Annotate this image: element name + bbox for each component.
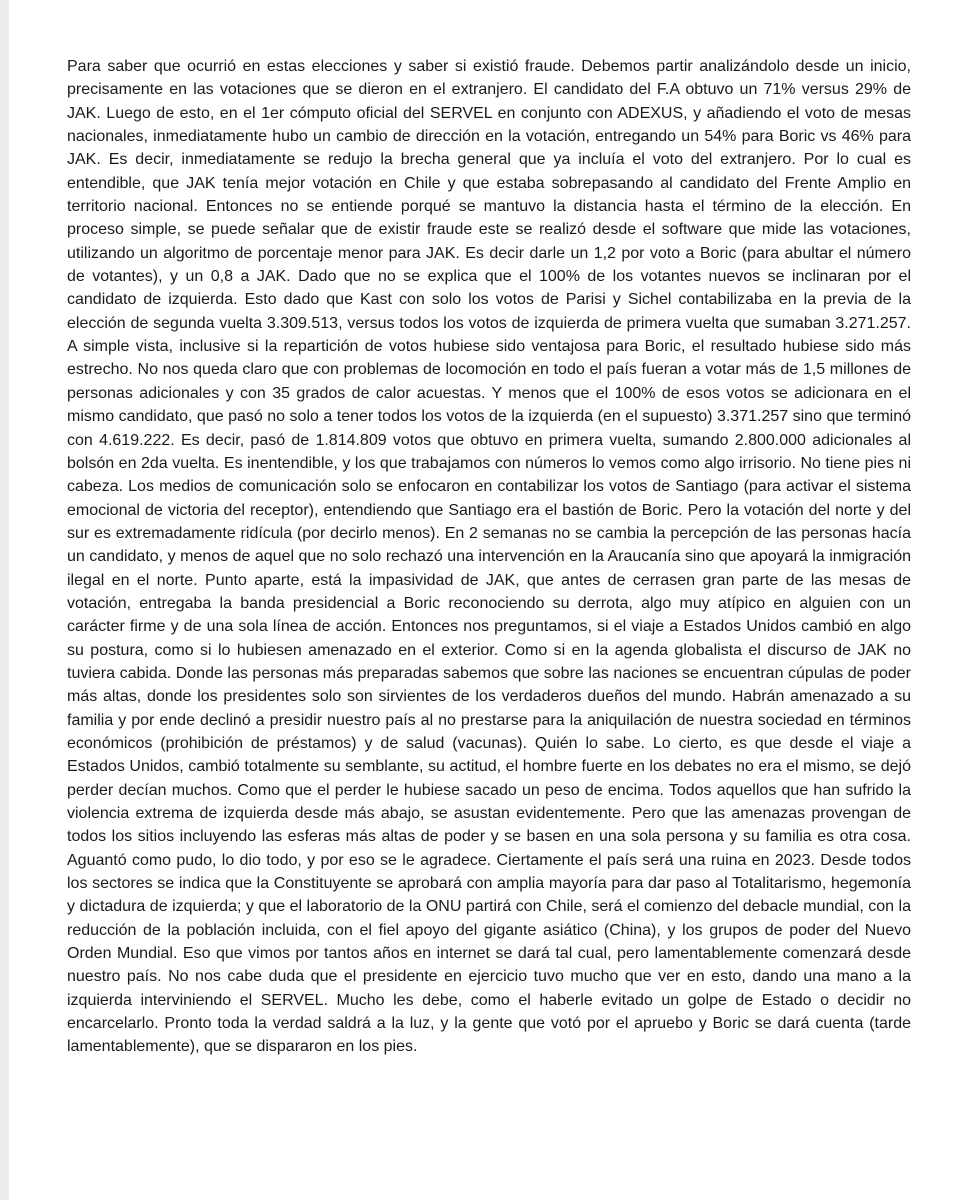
page-left-edge	[0, 0, 9, 1200]
body-paragraph: Para saber que ocurrió en estas elecciones y saber si existió fraude. Debemos partir analizándolo desde un inicio, precisamente en las votaciones que se dieron en el extranjero. El candidato del F.A obtuvo un 71% versus 29% de JAK. Luego de esto, en el 1er cómputo oficial del SERVEL en conjunto con ADEXUS, y añadiendo el voto de mesas nacionales, inmediatamente hubo un cambio de dirección en la votación, entregando un 54% para Boric vs 46% para JAK. Es decir, inmediatamente se redujo la brecha general que ya incluía el voto del extranjero. Por lo cual es entendible, que JAK tenía mejor votación en Chile y que estaba sobrepasando al candidato del Frente Amplio en territorio nacional. Entonces no se entiende porqué se mantuvo la distancia hasta el término de la elección. En proceso simple, se puede señalar que de existir fraude este se realizó desde el software que mide las votaciones, utilizando un algoritmo de porcentaje menor para JAK. Es decir darle un 1,2 por voto a Boric (para abultar el número de votantes), y un 0,8 a JAK. Dado que no se explica que el 100% de los votantes nuevos se inclinaran por el candidato de izquierda. Esto dado que Kast con solo los votos de Parisi y Sichel contabilizaba en la previa de la elección de segunda vuelta 3.309.513, versus todos los votos de izquierda de primera vuelta que sumaban 3.271.257. A simple vista, inclusive si la repartición de votos hubiese sido ventajosa para Boric, el resultado hubiese sido más estrecho. No nos queda claro que con problemas de locomoción en todo el país fueran a votar más de 1,5 millones de personas adicionales y con 35 grados de calor acuestas. Y menos que el 100% de esos votos se adicionara en el mismo candidato, que pasó no solo a tener todos los votos de la izquierda (en el supuesto) 3.371.257 sino que terminó con 4.619.222. Es decir, pasó de 1.814.809 votos que obtuvo en primera vuelta, sumando 2.800.000 adicionales al bolsón en 2da vuelta. Es inentendible, y los que trabajamos con números lo vemos como algo irrisorio. No tiene pies ni cabeza. Los medios de comunicación solo se enfocaron en contabilizar los votos de Santiago (para activar el sistema emocional de victoria del receptor), entendiendo que Santiago era el bastión de Boric. Pero la votación del norte y del sur es extremadamente ridícula (por decirlo menos). En 2 semanas no se cambia la percepción de las personas hacía un candidato, y menos de aquel que no solo rechazó una intervención en la Araucanía sino que apoyará la inmigración ilegal en el norte. Punto aparte, está la impasividad de JAK, que antes de cerrasen gran parte de las mesas de votación, entregaba la banda presidencial a Boric reconociendo su derrota, algo muy atípico en alguien con un carácter firme y de una sola línea de acción. Entonces nos preguntamos, si el viaje a Estados Unidos cambió en algo su postura, como si lo hubiesen amenazado en el exterior. Como si en la agenda globalista el discurso de JAK no tuviera cabida. Donde las personas más preparadas sabemos que sobre las naciones se encuentran cúpulas de poder más altas, donde los presidentes solo son sirvientes de los verdaderos dueños del mundo. Habrán amenazado a su familia y por ende declinó a presidir nuestro país al no prestarse para la aniquilación de nuestra sociedad en términos económicos (prohibición de préstamos) y de salud (vacunas). Quién lo sabe. Lo cierto, es que desde el viaje a Estados Unidos, cambió totalmente su semblante, su actitud, el hombre fuerte en los debates no era el mismo, se dejó perder decían muchos. Como que el perder le hubiese sacado un peso de encima. Todos aquellos que han sufrido la violencia extrema de izquierda desde más abajo, se asustan evidentemente. Pero que las amenazas provengan de todos los sitios incluyendo las esferas más altas de poder y se basen en una sola persona y su familia es otra cosa. Aguantó como pudo, lo dio todo, y por eso se le agradece. Ciertamente el país será una ruina en 2023. Desde todos los sectores se indica que la Constituyente se aprobará con amplia mayoría para dar paso al Totalitarismo, hegemonía y dictadura de izquierda; y que el laboratorio de la ONU partirá con Chile, será el comienzo del debacle mundial, con la reducción de la población incluida, con el fiel apoyo del gigante asiático (China), y los grupos de poder del Nuevo Orden Mundial. Eso que vimos por tantos años en internet se dará tal cual, pero lamentablemente comenzará desde nuestro país. No nos cabe duda que el presidente en ejercicio tuvo mucho que ver en esto, dando una mano a la izquierda interviniendo el SERVEL. Mucho les debe, como el haberle evitado un golpe de Estado o decidir no encarcelarlo. Pronto toda la verdad saldrá a la luz, y la gente que votó por el apruebo y Boric se dará cuenta (tarde lamentablemente), que se dispararon en los pies.	[67, 58, 911, 1056]
